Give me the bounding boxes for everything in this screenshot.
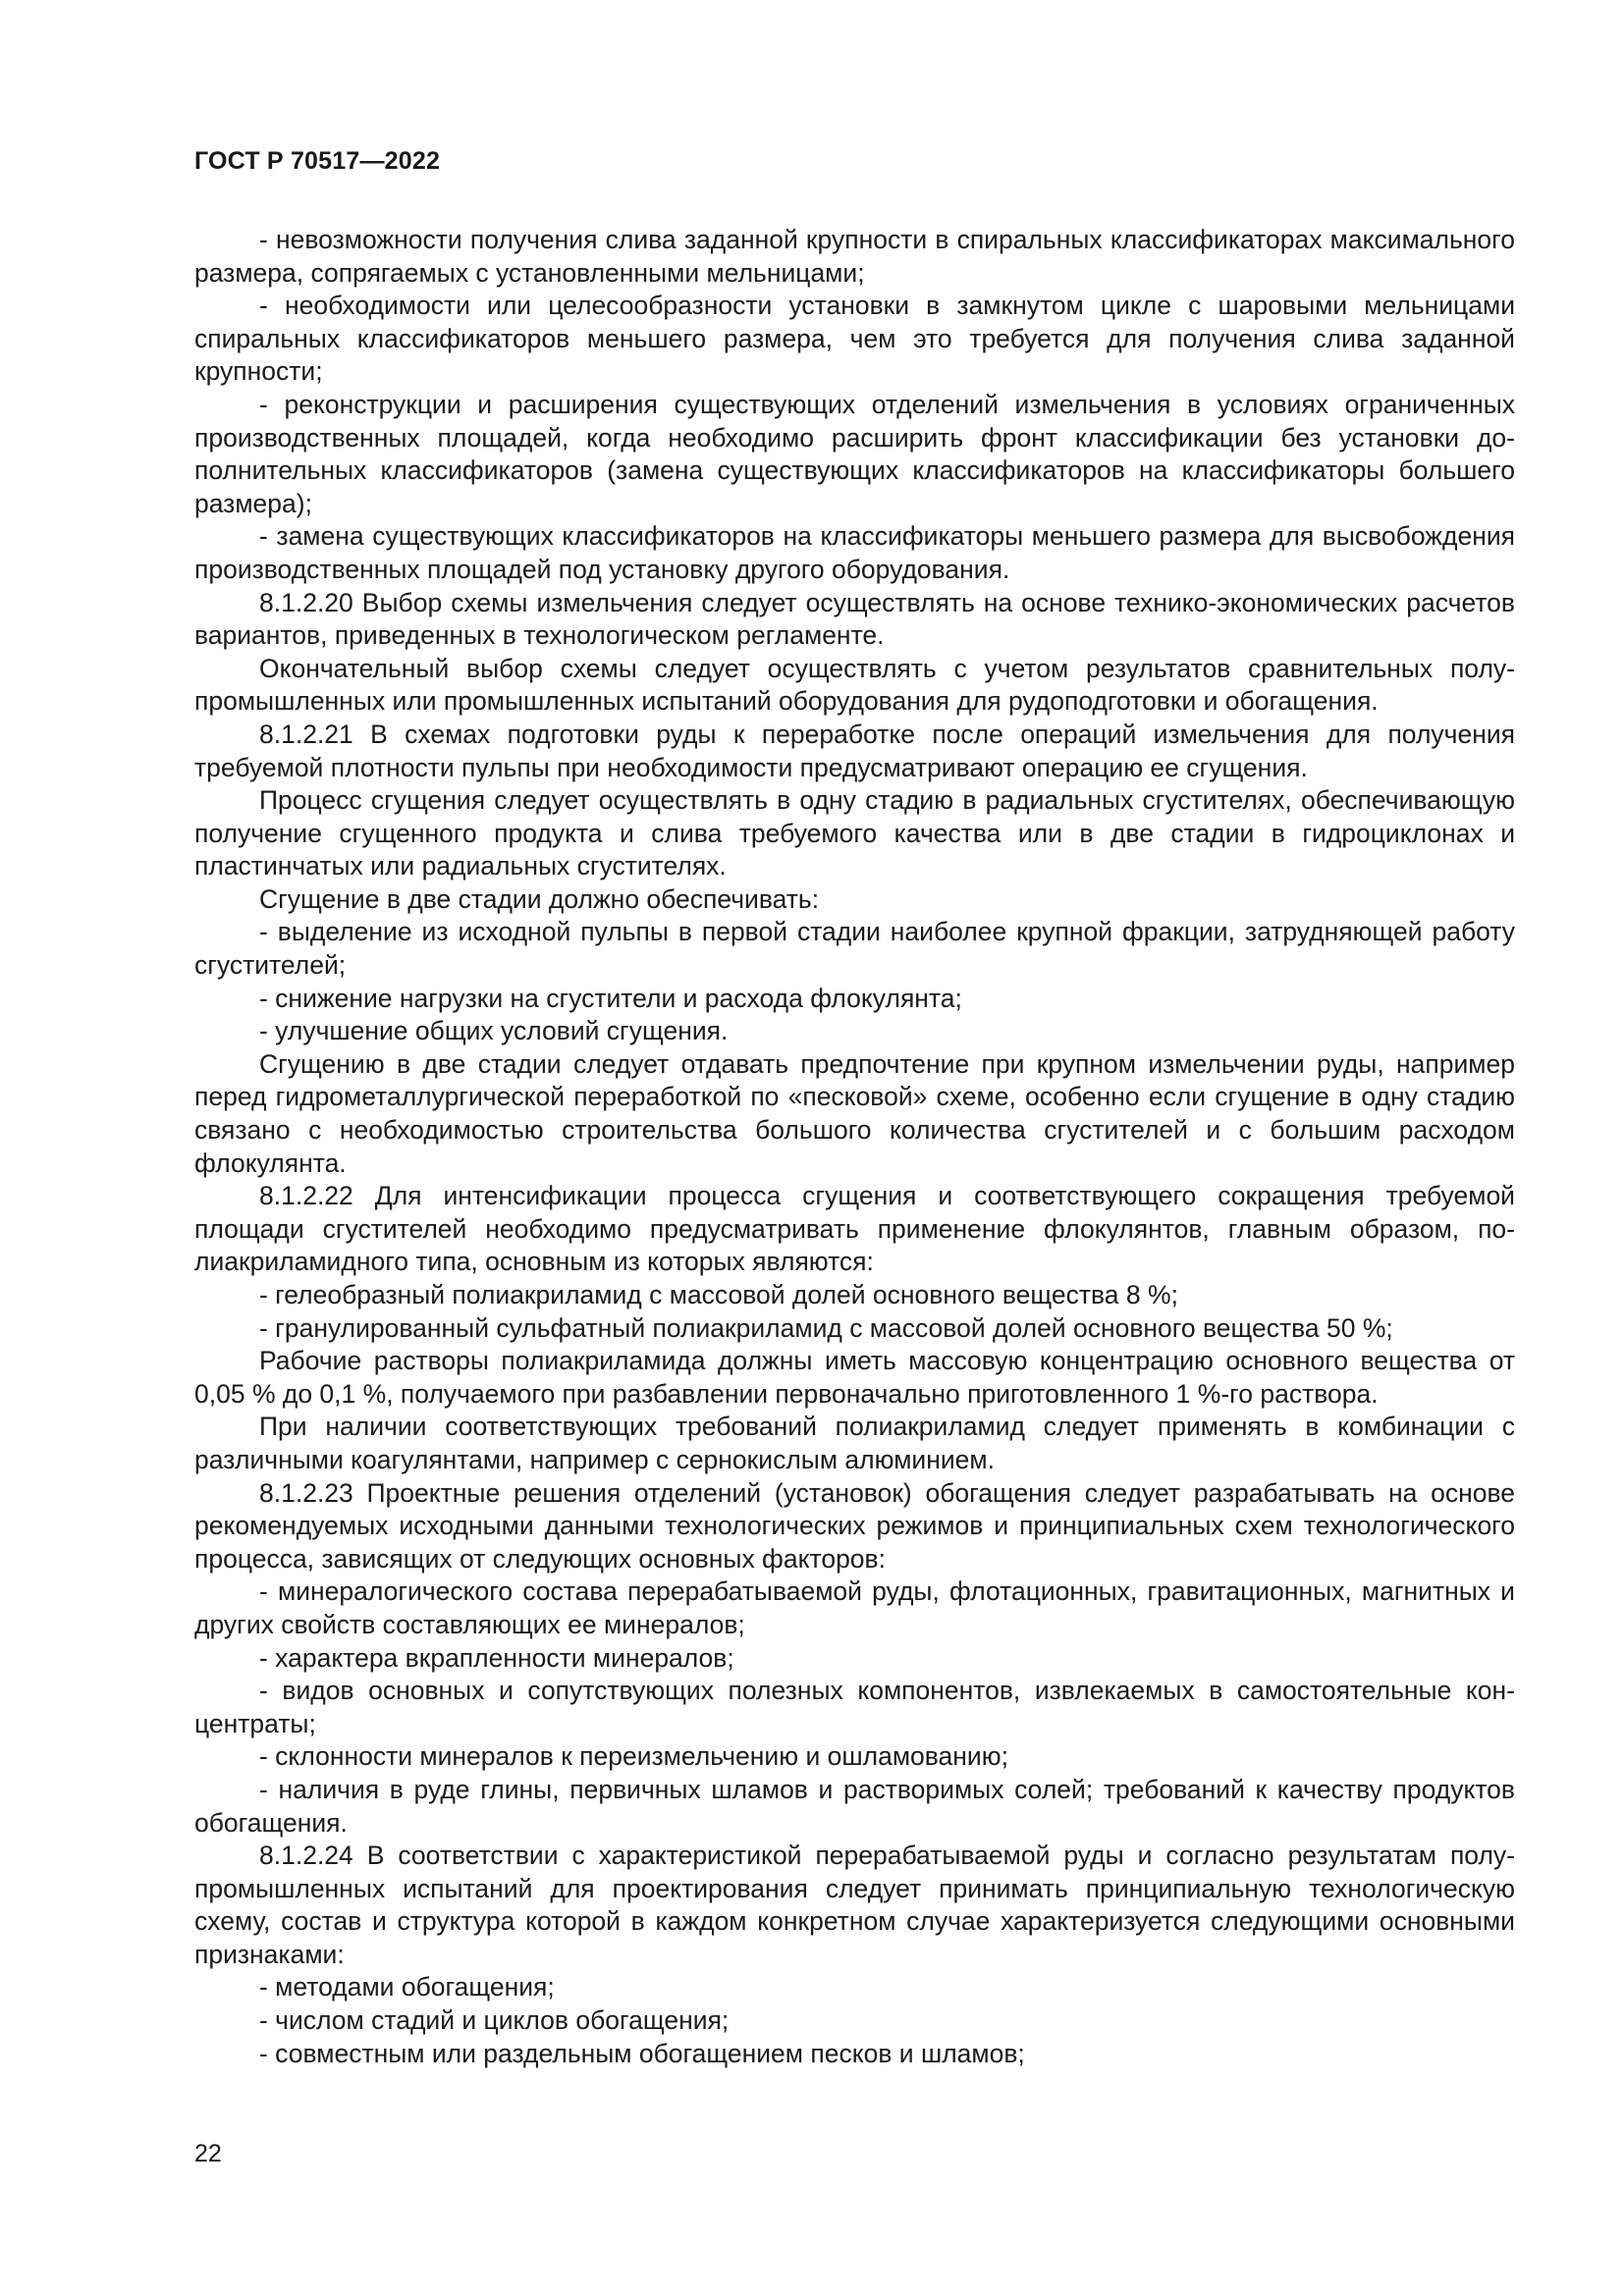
paragraph: - снижение нагрузки на сгустители и расхода флокулянта; bbox=[259, 983, 962, 1013]
paragraph: - минералогического состава перерабатываемой руды, флотационных, гравитационных, магнитных и других свойств составляющих ее минералов; bbox=[194, 1576, 1515, 1639]
paragraph: Рабочие растворы полиакриламида должны иметь массовую концентрацию основного вещества от 0,05 % до 0,1 %, получаемого при разбавлении первоначально приготовленного 1 %-го раствора. bbox=[194, 1346, 1515, 1409]
paragraph: - наличия в руде глины, первичных шламов и растворимых солей; требований к качеству продуктов обогащения. bbox=[194, 1774, 1515, 1838]
paragraph: 8.1.2.20 Выбор схемы измельчения следует осуществлять на основе технико-экономических расчетов вариантов, приведенных в технологическом регламенте. bbox=[194, 587, 1515, 651]
paragraph: Сгущению в две стадии следует отдавать предпочтение при крупном измельчении руды, например перед гидрометаллургической переработкой по «песковой» схеме, особенно если сгущение в одну стадию связано с необходимостью строительства большого количества сгустителей и с большим расходом флокулянта. bbox=[194, 1048, 1515, 1178]
paragraph: 8.1.2.23 Проектные решения отделений (установок) обогащения следует разрабатывать на основе рекомендуемых исходными данными технологических режимов и принципиальных схем технологического процесса, зависящих от следующих основных факторов: bbox=[194, 1477, 1515, 1574]
paragraph: Сгущение в две стадии должно обеспечивать: bbox=[259, 883, 820, 914]
paragraph: 8.1.2.21 В схемах подготовки руды к переработке после операций измельчения для получения требуемой плотности пульпы при необходимости предусматривают операцию ее сгущения. bbox=[194, 719, 1515, 782]
page-number: 22 bbox=[194, 2140, 222, 2167]
paragraph: - характера вкрапленности минералов; bbox=[259, 1642, 734, 1673]
paragraph: Процесс сгущения следует осуществлять в одну стадию в радиальных сгустителях, обеспечивающую получение сгущенного продукта и слива требуемого качества или в две стадии в гидроциклонах и пластинчатых или радиальных сгустителях. bbox=[194, 785, 1515, 881]
document-body bbox=[194, 224, 1515, 2070]
paragraph: - необходимости или целесообразности установки в замкнутом цикле с шаровыми мельницами спиральных классификаторов меньшего размера, чем это требуется для получения слива заданной крупности; bbox=[194, 291, 1515, 387]
paragraph: - гелеобразный полиакриламид с массовой долей основного вещества 8 %; bbox=[259, 1280, 1178, 1309]
paragraph: - выделение из исходной пульпы в первой стадии наиболее крупной фракции, затрудняющей работу сгустителей; bbox=[194, 917, 1515, 981]
paragraph: - видов основных и сопутствующих полезных компонентов, извлекаемых в самостоятельные концентраты; bbox=[194, 1676, 1515, 1738]
paragraph: - замена существующих классификаторов на классификаторы меньшего размера для высвобождения производственных площадей под установку другого оборудования. bbox=[194, 521, 1515, 584]
paragraph: 8.1.2.24 В соответствии с характеристикой перерабатываемой руды и согласно результатам полупромышленных испытаний для проектирования следует принимать принципиальную технологическую схему, состав и структура которой в каждом конкретном случае характеризуется следующими основными признаками: bbox=[194, 1841, 1515, 1969]
paragraph: - гранулированный сульфатный полиакриламид с массовой долей основного вещества 50 %; bbox=[259, 1312, 1393, 1343]
paragraph: При наличии соответствующих требований полиакриламид следует применять в комбинации с различными коагулянтами, например с сернокислым алюминием. bbox=[194, 1412, 1515, 1474]
paragraph: - улучшение общих условий сгущения. bbox=[259, 1016, 729, 1046]
paragraph: - числом стадий и циклов обогащения; bbox=[259, 2005, 730, 2036]
paragraph: - реконструкции и расширения существующих отделений измельчения в условиях ограниченных производственных площадей, когда необходимо расширить фронт классификации без установки дополнительных классификаторов (замена существующих классификаторов на классификаторы большего размера); bbox=[194, 389, 1515, 518]
document-header: ГОСТ Р 70517—2022 bbox=[194, 147, 441, 175]
paragraph: - невозможности получения слива заданной крупности в спиральных классификаторах максимального размера, сопрягаемых с установленными мельницами; bbox=[194, 225, 1515, 288]
paragraph: - склонности минералов к переизмельчению и ошламованию; bbox=[259, 1741, 1008, 1772]
paragraph: Окончательный выбор схемы следует осуществлять с учетом результатов сравнительных полупромышленных или промышленных испытаний оборудования для рудоподготовки и обогащения. bbox=[194, 653, 1515, 717]
paragraph: - совместным или раздельным обогащением песков и шламов; bbox=[259, 2038, 1025, 2068]
paragraph: - методами обогащения; bbox=[259, 1972, 555, 2002]
paragraph: 8.1.2.22 Для интенсификации процесса сгущения и соответствующего сокращения требуемой площади сгустителей необходимо предусматривать применение флокулянтов, главным образом, полиакриламидного типа, основным из которых являются: bbox=[194, 1181, 1515, 1277]
